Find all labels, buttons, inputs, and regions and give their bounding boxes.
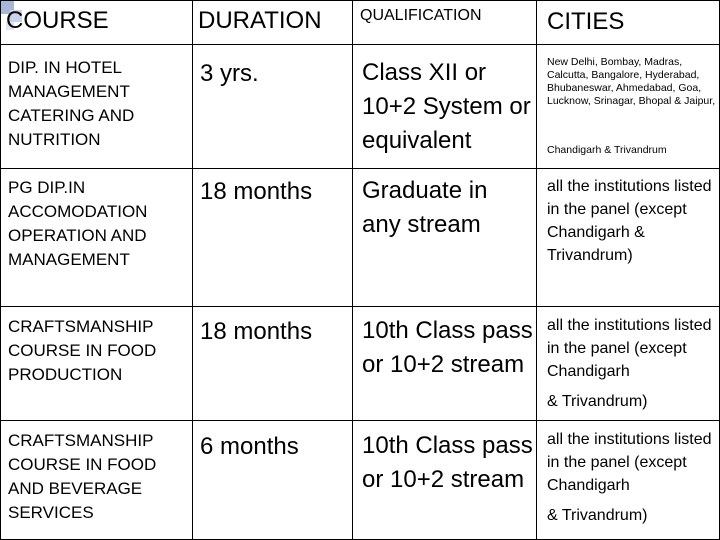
row-4-course: CRAFTSMANSHIP COURSE IN FOOD AND BEVERAGE SERVICES (8, 431, 157, 522)
row-1-cities-extra: Chandigarh & Trivandrum (547, 144, 667, 156)
header-course: COURSE (6, 7, 109, 34)
table-border-left (0, 0, 1, 540)
row-1-course: DIP. IN HOTEL MANAGEMENT CATERING AND NUTRITION (8, 58, 135, 149)
row-3-course: CRAFTSMANSHIP COURSE IN FOOD PRODUCTION (8, 317, 157, 384)
header-duration: DURATION (198, 7, 322, 34)
row-1-duration: 3 yrs. (200, 60, 259, 87)
row-2-duration: 18 months (200, 178, 313, 205)
row-2-course: PG DIP.IN ACCOMODATION OPERATION AND MANAGEMENT (8, 178, 148, 269)
row-1-qualification: Class XII or 10+2 System or equivalent (362, 59, 531, 154)
header-cities: CITIES (547, 8, 625, 35)
row-4-qualification: 10th Class pass or 10+2 stream (362, 432, 533, 493)
column-divider (192, 0, 193, 540)
row-2-qualification: Graduate in any stream (362, 177, 488, 238)
column-divider (352, 0, 353, 540)
row-3-qualification: 10th Class pass or 10+2 stream (362, 317, 533, 378)
row-3-cities: all the institutions listed in the panel (except Chandigarh (547, 317, 712, 380)
header-qualification: QUALIFICATION (360, 7, 482, 24)
row-divider (0, 44, 720, 45)
row-4-cities: all the institutions listed in the panel (except Chandigarh (547, 431, 712, 494)
row-4-duration: 6 months (200, 433, 299, 460)
row-divider (0, 420, 720, 421)
row-3-cities-extra: & Trivandrum) (547, 393, 648, 410)
table-border-top (0, 0, 720, 1)
row-1-cities: New Delhi, Bombay, Madras, Calcutta, Bangalore, Hyderabad, Bhubaneswar, Ahmedabad, Goa, Lucknow, Srinagar, Bhopal & Jaipur, (547, 56, 716, 107)
row-divider (0, 168, 720, 169)
column-divider (536, 0, 537, 540)
row-divider (0, 306, 720, 307)
row-2-cities: all the institutions listed in the panel (except Chandigarh & Trivandrum) (547, 178, 712, 264)
row-4-cities-extra: & Trivandrum) (547, 507, 648, 524)
row-3-duration: 18 months (200, 318, 313, 345)
